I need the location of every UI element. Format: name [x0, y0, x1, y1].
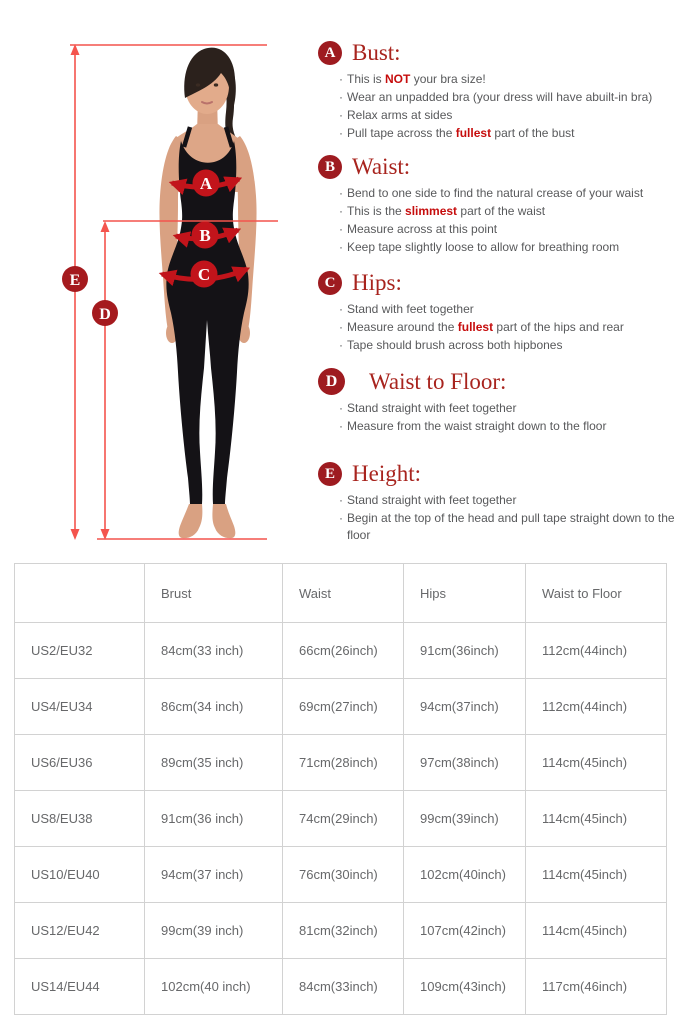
bullet-item: [312, 203, 680, 220]
measure-column-header: Waist: [283, 564, 404, 623]
measurement-figure: [0, 0, 330, 560]
bullet-dot: ·: [339, 320, 343, 334]
bullet-item: [312, 239, 680, 256]
measurement-cell: 84cm(33inch): [283, 959, 404, 1015]
bullet-item: [312, 418, 680, 435]
bullet-text: Measure across at this point: [347, 222, 498, 236]
measurement-cell: 109cm(43inch): [404, 959, 526, 1015]
bust-marker-letter: A: [199, 174, 213, 193]
measurement-section-c: [312, 270, 680, 354]
bullet-list: [312, 185, 680, 256]
bullet-list: [312, 301, 680, 354]
measurement-section-e: [312, 461, 680, 544]
bullet-item: [312, 400, 680, 417]
section-heading: [312, 40, 680, 66]
bullet-dot: ·: [339, 90, 343, 104]
section-title: Waist:: [352, 154, 411, 179]
measurement-section-a: [312, 40, 680, 142]
size-label-cell: US4/EU34: [15, 679, 145, 735]
hips-marker-letter: C: [197, 265, 211, 284]
section-title: Hips:: [352, 270, 402, 295]
measurement-cell: 102cm(40inch): [404, 847, 526, 903]
section-letter-badge: A: [318, 41, 342, 65]
model-left-eye: [196, 83, 200, 86]
bullet-dot: ·: [339, 186, 343, 200]
table-row: [15, 735, 667, 791]
measurement-cell: 112cm(44inch): [526, 679, 667, 735]
section-letter-badge: C: [318, 271, 342, 295]
bullet-dot: ·: [339, 126, 343, 140]
measurement-cell: 114cm(45inch): [526, 847, 667, 903]
measurement-cell: 114cm(45inch): [526, 735, 667, 791]
section-title: Waist to Floor:: [369, 368, 507, 394]
size-label-cell: US14/EU44: [15, 959, 145, 1015]
height-marker-letter: E: [69, 272, 81, 289]
measurement-cell: 102cm(40 inch): [145, 959, 283, 1015]
section-heading: [312, 368, 680, 395]
bullet-dot: ·: [339, 511, 343, 525]
measure-column-header: Hips: [404, 564, 526, 623]
model-left-foot: [179, 504, 203, 538]
bullet-list: [312, 71, 680, 142]
size-label-cell: US8/EU38: [15, 791, 145, 847]
measurement-cell: 71cm(28inch): [283, 735, 404, 791]
size-label-cell: US2/EU32: [15, 623, 145, 679]
measurement-section-d: [312, 368, 680, 435]
bullet-list: [312, 492, 680, 544]
bullet-text: Stand straight with feet together: [347, 493, 517, 507]
bullet-item: [312, 301, 680, 318]
size-chart-body: [15, 623, 667, 1015]
measurement-cell: 114cm(45inch): [526, 791, 667, 847]
bullet-item: [312, 107, 680, 124]
size-label-cell: US10/EU40: [15, 847, 145, 903]
bullet-text: Measure around the fullest part of the hips and rear: [347, 320, 624, 334]
guide-arrowheads: [71, 44, 110, 540]
bullet-text: Pull tape across the fullest part of the bust: [347, 126, 575, 140]
waist-to-floor-marker-letter: D: [99, 306, 111, 323]
bullet-dot: ·: [339, 204, 343, 218]
measurement-cell: 84cm(33 inch): [145, 623, 283, 679]
bullet-item: [312, 492, 680, 509]
measurement-cell: 76cm(30inch): [283, 847, 404, 903]
bullet-text: Measure from the waist straight down to the floor: [347, 419, 607, 433]
bullet-dot: ·: [339, 72, 343, 86]
measurement-cell: 99cm(39 inch): [145, 903, 283, 959]
bullet-text: This is the slimmest part of the waist: [347, 204, 546, 218]
bullet-text: Keep tape slightly loose to allow for breathing room: [347, 240, 620, 254]
bullet-dot: ·: [339, 401, 343, 415]
table-row: [15, 791, 667, 847]
bullet-dot: ·: [339, 338, 343, 352]
section-letter-badge: E: [318, 462, 342, 486]
bullet-item: [312, 185, 680, 202]
bullet-item: [312, 221, 680, 238]
bullet-item: [312, 125, 680, 142]
measurement-cell: 107cm(42inch): [404, 903, 526, 959]
bullet-text: Stand straight with feet together: [347, 401, 517, 415]
measurement-cell: 91cm(36 inch): [145, 791, 283, 847]
measurement-cell: 91cm(36inch): [404, 623, 526, 679]
size-label-cell: US12/EU42: [15, 903, 145, 959]
measurement-cell: 74cm(29inch): [283, 791, 404, 847]
size-label-cell: US6/EU36: [15, 735, 145, 791]
measurement-cell: 69cm(27inch): [283, 679, 404, 735]
bullet-text: This is NOT your bra size!: [347, 72, 486, 86]
bullet-dot: ·: [339, 302, 343, 316]
measurement-cell: 81cm(32inch): [283, 903, 404, 959]
measure-column-header: Waist to Floor: [526, 564, 667, 623]
measurement-cell: 97cm(38inch): [404, 735, 526, 791]
bullet-text: Tape should brush across both hipbones: [347, 338, 563, 352]
section-title: Height:: [352, 461, 421, 486]
bullet-text: Begin at the top of the head and pull tape straight down to the floor: [347, 511, 675, 542]
bullet-text: Relax arms at sides: [347, 108, 453, 122]
measurement-section-b: [312, 154, 680, 256]
bullet-item: [312, 71, 680, 88]
size-chart-header: [15, 564, 667, 623]
table-row: [15, 623, 667, 679]
table-row: [15, 847, 667, 903]
bullet-text: Stand with feet together: [347, 302, 474, 316]
measurement-cell: 94cm(37 inch): [145, 847, 283, 903]
table-row: [15, 959, 667, 1015]
bullet-item: [312, 510, 680, 544]
bullet-item: [312, 337, 680, 354]
instructions: [312, 40, 680, 554]
measurement-cell: 114cm(45inch): [526, 903, 667, 959]
measurement-cell: 112cm(44inch): [526, 623, 667, 679]
bullet-dot: ·: [339, 493, 343, 507]
measurement-cell: 117cm(46inch): [526, 959, 667, 1015]
section-heading: [312, 270, 680, 296]
bullet-item: [312, 319, 680, 336]
model-right-foot: [212, 504, 235, 538]
bullet-dot: ·: [339, 419, 343, 433]
waist-marker-letter: B: [199, 226, 211, 245]
measure-column-header: Brust: [145, 564, 283, 623]
measurement-cell: 99cm(39inch): [404, 791, 526, 847]
bullet-text: Wear an unpadded bra (your dress will have abuilt-in bra): [347, 90, 653, 104]
table-row: [15, 903, 667, 959]
measurement-cell: 94cm(37inch): [404, 679, 526, 735]
size-column-header: [15, 564, 145, 623]
section-heading: [312, 461, 680, 487]
section-title: Bust:: [352, 40, 401, 65]
size-chart-table: [14, 563, 667, 1015]
measurement-cell: 89cm(35 inch): [145, 735, 283, 791]
measurement-figure-illustration: [0, 0, 330, 560]
model-right-eye: [214, 83, 218, 86]
bullet-dot: ·: [339, 108, 343, 122]
table-row: [15, 679, 667, 735]
bullet-list: [312, 400, 680, 435]
bullet-dot: ·: [339, 240, 343, 254]
section-heading: [312, 154, 680, 180]
bullet-item: [312, 89, 680, 106]
section-letter-badge: B: [318, 155, 342, 179]
measurement-cell: 86cm(34 inch): [145, 679, 283, 735]
section-letter-badge: D: [318, 368, 345, 395]
bullet-dot: ·: [339, 222, 343, 236]
measurement-cell: 66cm(26inch): [283, 623, 404, 679]
bullet-text: Bend to one side to find the natural crease of your waist: [347, 186, 644, 200]
